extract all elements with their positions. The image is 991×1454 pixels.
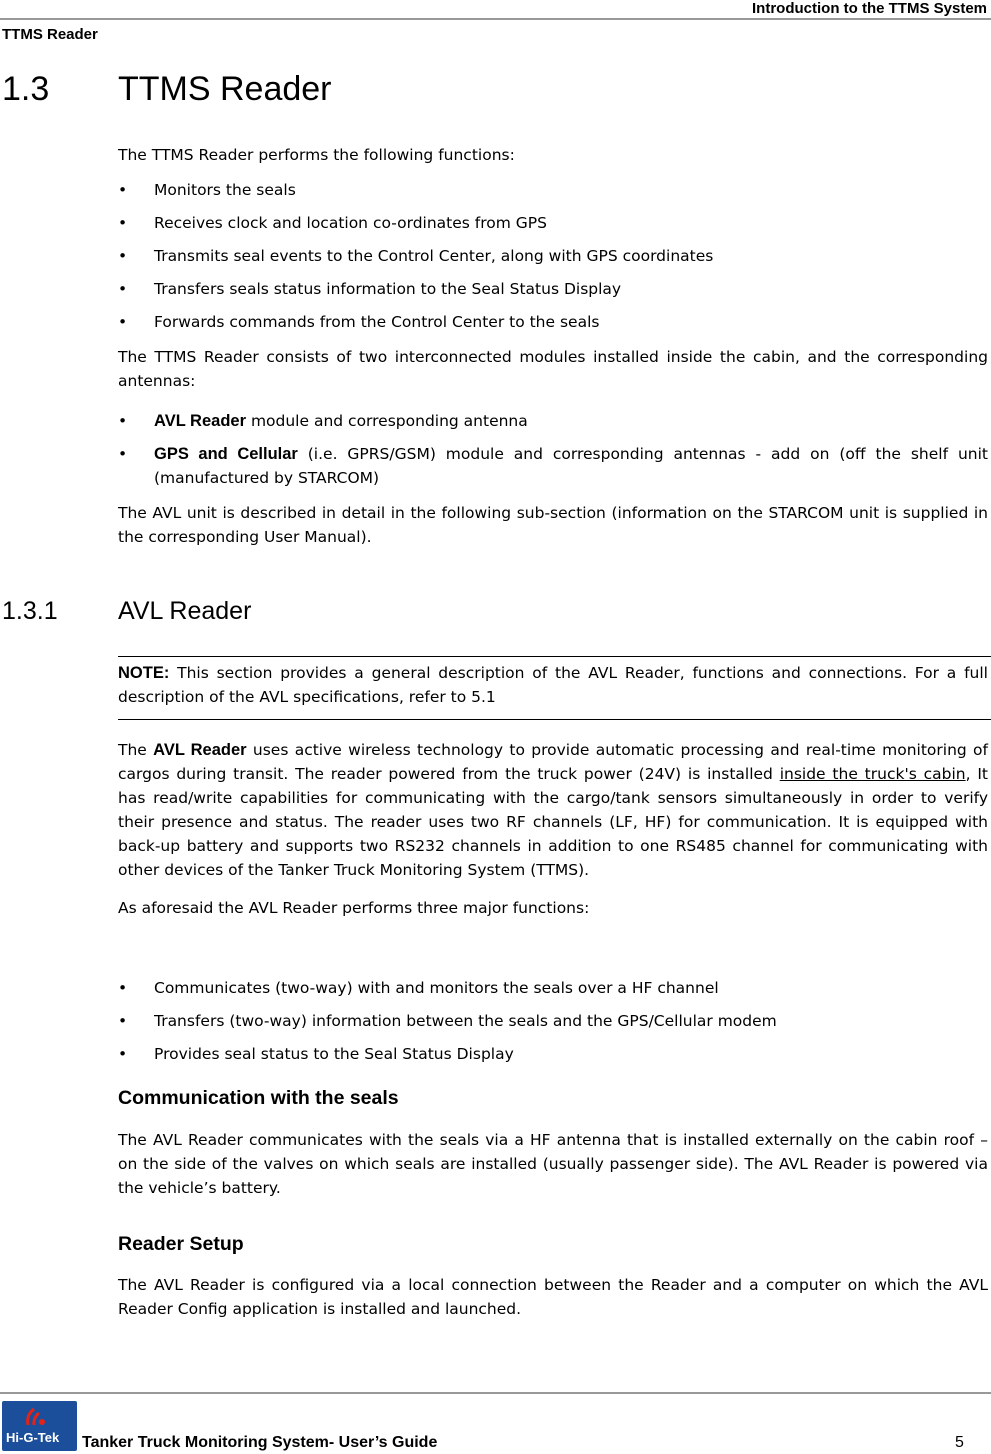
note-label: NOTE: — [118, 664, 170, 682]
list-item: • Forwards commands from the Control Center to the seals — [118, 310, 988, 334]
running-header-section: Introduction to the TTMS System — [752, 0, 987, 17]
bullet-icon: • — [118, 445, 128, 463]
running-header-chapter: TTMS Reader — [2, 26, 98, 43]
avl-description: The AVL unit is described in detail in the following sub-section (information on the STARCOM unit is supplied in the corresponding User Manual). — [118, 504, 988, 546]
module-name: AVL Reader — [154, 412, 247, 430]
major-intro: As aforesaid the AVL Reader performs three major functions: — [118, 899, 590, 917]
comm-heading: Communication with the seals — [118, 1087, 399, 1109]
subsection-heading — [2, 597, 251, 626]
list-item: • Receives clock and location co-ordinates from GPS — [118, 211, 988, 235]
bullet-icon: • — [118, 1012, 128, 1030]
section-title: TTMS Reader — [118, 70, 332, 108]
page-number: 5 — [955, 1434, 964, 1451]
bullet-icon: • — [118, 181, 128, 199]
bullet-icon: • — [118, 979, 128, 997]
bullet-icon: • — [118, 280, 128, 298]
company-logo: Hi-G-Tek — [2, 1401, 77, 1451]
comm-paragraph: The AVL Reader communicates with the seals via a HF antenna that is installed externally on the cabin roof – on the side of the valves on which seals are installed (usually passenger side). The AVL Reader is powered via the vehicle’s battery. — [118, 1131, 988, 1197]
subsection-number: 1.3.1 — [2, 597, 58, 625]
note-box — [118, 656, 991, 720]
list-item: • Communicates (two-way) with and monitors the seals over a HF channel — [118, 976, 988, 1000]
list-item: • AVL Reader module and corresponding antenna — [118, 409, 988, 433]
avl-paragraph: The AVL Reader uses active wireless technology to provide automatic processing and real-time monitoring of cargos during transit. The reader powered from the truck power (24V) is installed inside the truck's cabin, It has read/write capabilities for communicating with the cargo/tank sensors simultaneously in order to verify their presence and status. The reader uses two RF channels (LF, HF) for communication. It is equipped with back-up battery and supports two RS232 channels in addition to one RS485 channel for communicating with other devices of the Tanker Truck Monitoring System (TTMS). — [118, 741, 988, 879]
list-item: • GPS and Cellular (i.e. GPRS/GSM) module and corresponding antennas - add on (off the shelf unit (manufactured by STARCOM) — [118, 442, 988, 490]
bullet-icon: • — [118, 313, 128, 331]
header-rule — [0, 18, 991, 20]
list-item: • Monitors the seals — [118, 178, 988, 202]
section-number: 1.3 — [2, 70, 50, 108]
bullet-icon: • — [118, 247, 128, 265]
setup-paragraph: The AVL Reader is configured via a local connection between the Reader and a computer on which the AVL Reader Config application is installed and launched. — [118, 1276, 988, 1318]
modules-intro: The TTMS Reader consists of two interconnected modules installed inside the cabin, and the corresponding antennas: — [118, 348, 988, 390]
bullet-icon: • — [118, 214, 128, 232]
bullet-icon: • — [118, 412, 128, 430]
footer-title: Tanker Truck Monitoring System- User’s Guide — [82, 1434, 438, 1451]
setup-heading: Reader Setup — [118, 1233, 244, 1255]
section-heading — [2, 70, 332, 109]
list-item: • Transmits seal events to the Control Center, along with GPS coordinates — [118, 244, 988, 268]
list-item: • Transfers seals status information to the Seal Status Display — [118, 277, 988, 301]
bullet-icon: • — [118, 1045, 128, 1063]
intro-paragraph: The TTMS Reader performs the following functions: — [118, 146, 515, 164]
list-item: • Provides seal status to the Seal Status Display — [118, 1042, 988, 1066]
module-name: GPS and Cellular — [154, 445, 298, 463]
signal-icon — [24, 1405, 54, 1427]
list-item: • Transfers (two-way) information between the seals and the GPS/Cellular modem — [118, 1009, 988, 1033]
subsection-title: AVL Reader — [118, 597, 252, 625]
underlined-text: inside the truck's cabin — [779, 765, 966, 783]
note-text: NOTE: This section provides a general description of the AVL Reader, functions and connections. For a full description of the AVL specifications, refer to 5.1 — [118, 664, 988, 706]
footer-rule — [0, 1392, 991, 1394]
